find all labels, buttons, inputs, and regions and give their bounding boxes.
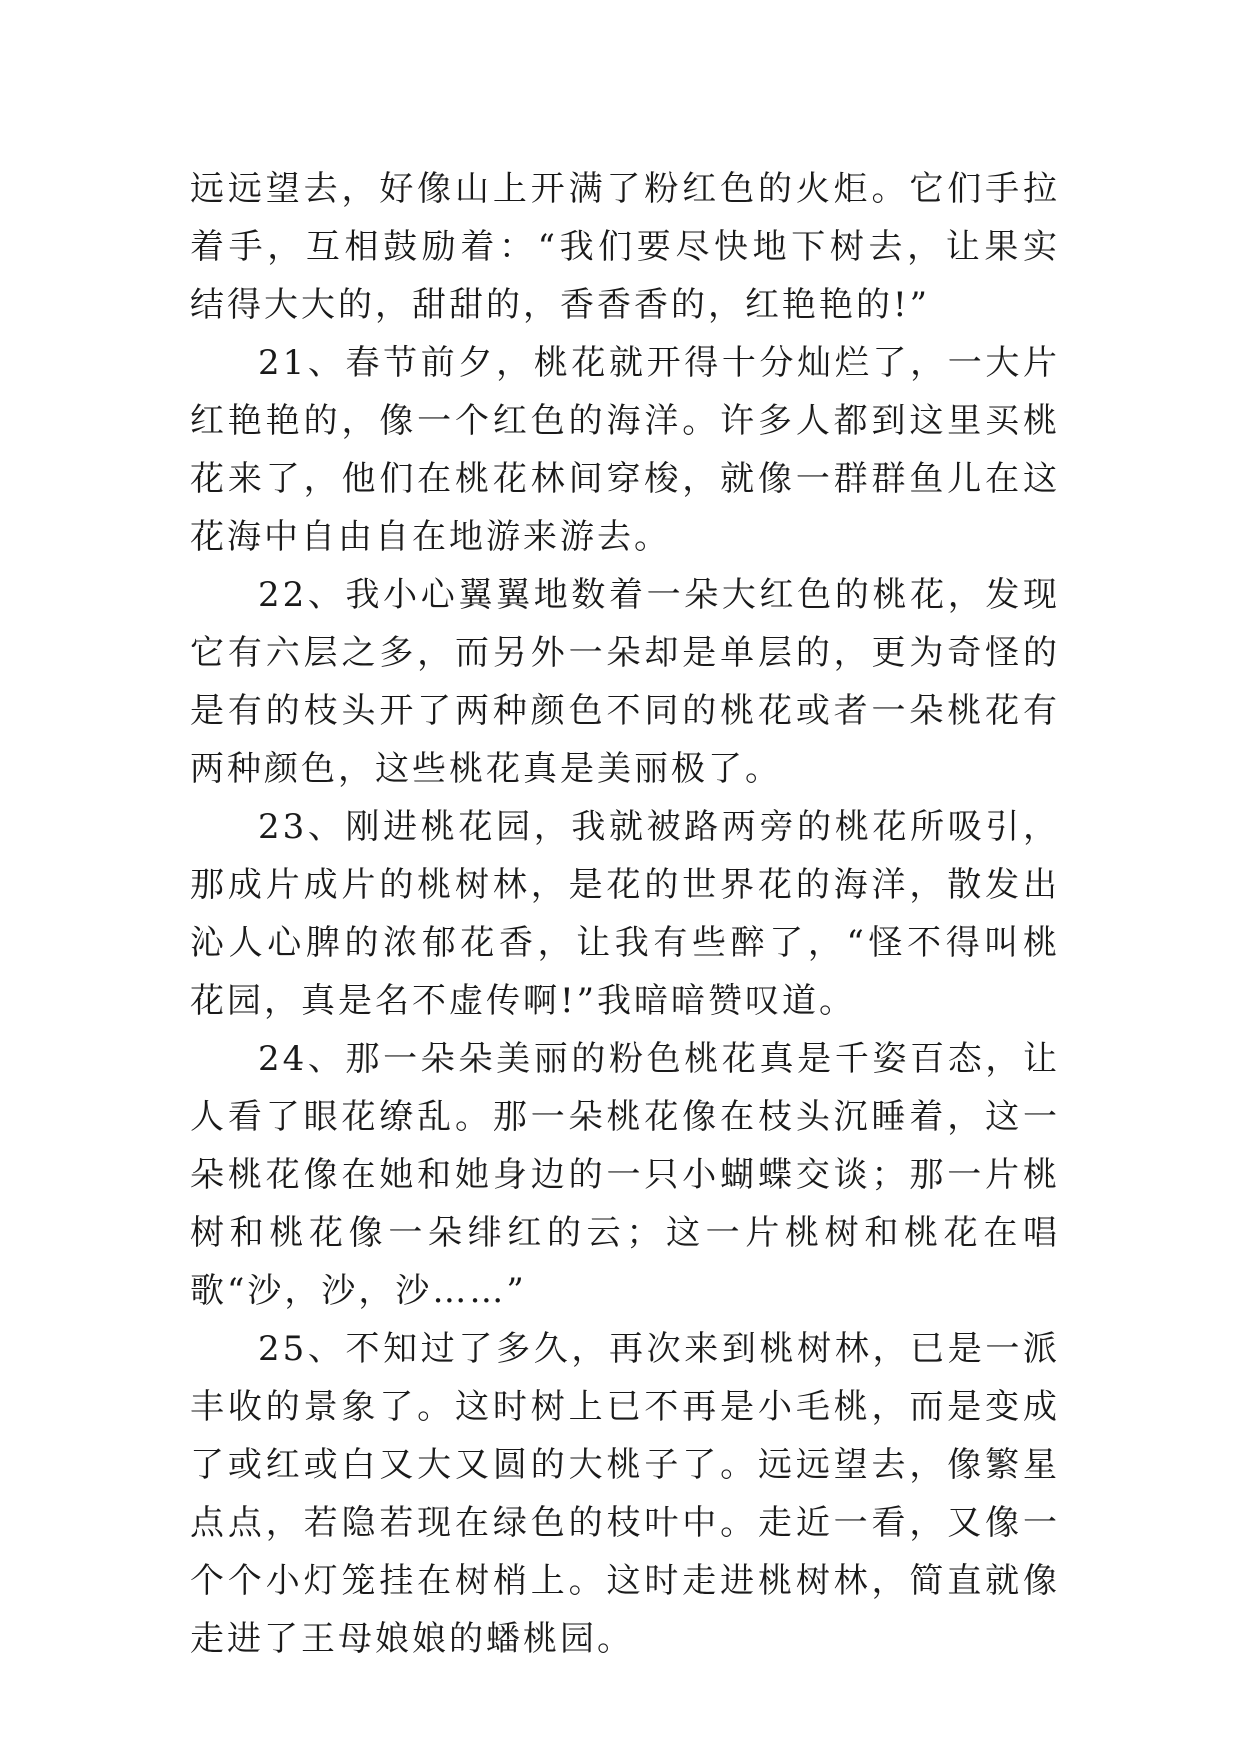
paragraph-continuation: 远远望去，好像山上开满了粉红色的火炬。它们手拉着手，互相鼓励着：“我们要尽快地下树去，让果实结得大大的，甜甜的，香香香的，红艳艳的!”: [190, 169, 1060, 325]
document-body: [190, 160, 1060, 1668]
paragraph-22: 22、我小心翼翼地数着一朵大红色的桃花，发现它有六层之多，而另外一朵却是单层的，更为奇怪的是有的枝头开了两种颜色不同的桃花或者一朵桃花有两种颜色，这些桃花真是美丽极了。: [190, 575, 1060, 789]
paragraph-24: 24、那一朵朵美丽的粉色桃花真是千姿百态，让人看了眼花缭乱。那一朵桃花像在枝头沉睡着，这一朵桃花像在她和她身边的一只小蝴蝶交谈；那一片桃树和桃花像一朵绯红的云；这一片桃树和桃花在唱歌“沙，沙，沙……”: [190, 1039, 1060, 1311]
paragraph-25: 25、不知过了多久，再次来到桃树林，已是一派丰收的景象了。这时树上已不再是小毛桃，而是变成了或红或白又大又圆的大桃子了。远远望去，像繁星点点，若隐若现在绿色的枝叶中。走近一看，又像一个个小灯笼挂在树梢上。这时走进桃树林，简直就像走进了王母娘娘的蟠桃园。: [190, 1329, 1060, 1659]
paragraph-23: 23、刚进桃花园，我就被路两旁的桃花所吸引，那成片成片的桃树林，是花的世界花的海洋，散发出沁人心脾的浓郁花香，让我有些醉了，“怪不得叫桃花园，真是名不虚传啊!”我暗暗赞叹道。: [190, 807, 1060, 1021]
paragraph-21: 21、春节前夕，桃花就开得十分灿烂了，一大片红艳艳的，像一个红色的海洋。许多人都到这里买桃花来了，他们在桃花林间穿梭，就像一群群鱼儿在这花海中自由自在地游来游去。: [190, 343, 1060, 557]
